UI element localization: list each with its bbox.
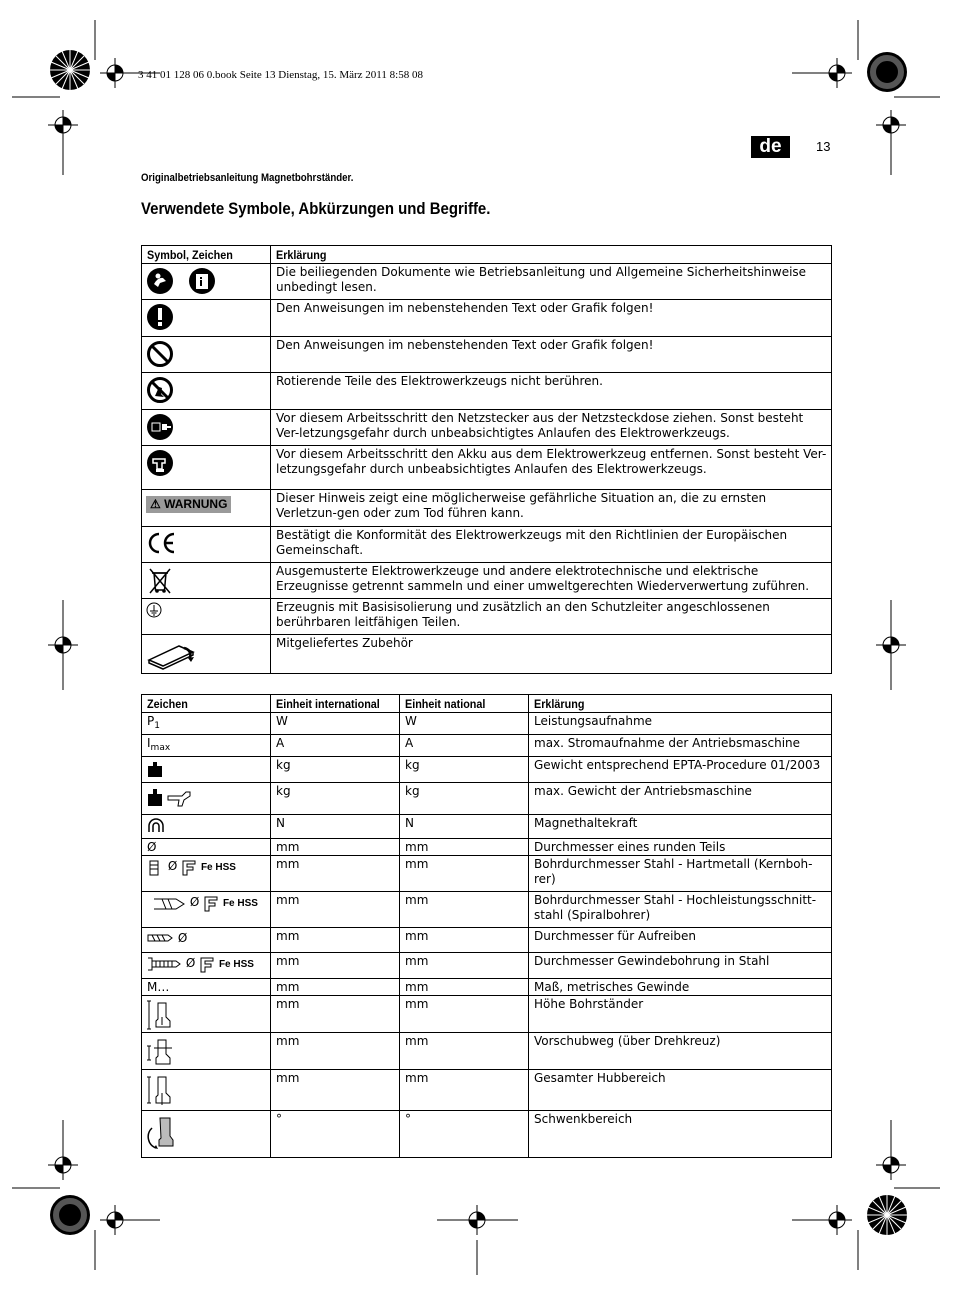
column-header: Symbol, Zeichen xyxy=(142,246,271,264)
document-subtitle: Originalbetriebsanleitung Magnetbohrständer. xyxy=(141,172,354,184)
explanation-cell: Den Anweisungen im nebenstehenden Text oder Grafik folgen! xyxy=(271,300,832,337)
read-manual-icon xyxy=(146,267,174,295)
symbol-cell xyxy=(142,1111,271,1158)
unit-international: ° xyxy=(271,1111,400,1158)
symbol-cell xyxy=(142,757,271,783)
reamer-icon xyxy=(146,931,174,945)
symbol-cell: Ø xyxy=(142,839,271,856)
unplug-icon xyxy=(146,413,174,441)
tap-icon xyxy=(146,956,182,972)
unit-national: ° xyxy=(400,1111,529,1158)
explanation-cell: Die beiliegenden Dokumente wie Betriebsanleitung und Allgemeine Sicherheitshinweise unbedingt lesen. xyxy=(271,264,832,300)
symbol-cell xyxy=(142,815,271,839)
explanation-cell: Rotierende Teile des Elektrowerkzeugs nicht berühren. xyxy=(271,373,832,410)
table-row xyxy=(142,490,832,527)
table-row xyxy=(142,892,832,928)
table-row xyxy=(142,757,832,783)
symbol-cell xyxy=(142,410,271,446)
column-header: Einheit international xyxy=(271,695,400,713)
explanation-cell: Dieser Hinweis zeigt eine möglicherweise gefährliche Situation an, die zu ernsten Verletzun-gen oder zum Tod führen kann. xyxy=(271,490,832,527)
file-header-line: 3 41 01 128 06 0.book Seite 13 Dienstag, 15. März 2011 8:58 08 xyxy=(138,69,423,81)
explanation-cell: Den Anweisungen im nebenstehenden Text oder Grafik folgen! xyxy=(271,337,832,373)
explanation-cell: Bestätigt die Konformität des Elektrowerkzeugs mit den Richtlinien der Europäischen Gemeinschaft. xyxy=(271,527,832,563)
steel-icon xyxy=(199,956,215,974)
symbol-cell: Ø Fe HSS xyxy=(142,892,271,928)
twist-drill-icon xyxy=(152,895,186,913)
section-title: Verwendete Symbole, Abkürzungen und Begriffe. xyxy=(141,199,491,218)
table-row xyxy=(142,815,832,839)
symbol-cell: $P_1$ xyxy=(142,713,271,735)
table-row xyxy=(142,527,832,563)
explanation-cell: Gewicht entsprechend EPTA-Procedure 01/2003 xyxy=(529,757,832,783)
unit-national: mm xyxy=(400,996,529,1033)
unit-international: W xyxy=(271,713,400,735)
symbol-cell xyxy=(142,1033,271,1070)
unit-national: kg xyxy=(400,783,529,815)
symbol-cell: M… xyxy=(142,979,271,996)
ce-mark-icon xyxy=(146,530,178,556)
unit-international: mm xyxy=(271,953,400,979)
unit-national: W xyxy=(400,713,529,735)
table-row xyxy=(142,410,832,446)
explanation-cell: Mitgeliefertes Zubehör xyxy=(271,635,832,674)
page-number: 13 xyxy=(816,139,831,154)
explanation-cell: Magnethaltekraft xyxy=(529,815,832,839)
symbol-cell xyxy=(142,563,271,599)
symbol-cell xyxy=(142,1070,271,1111)
table-row xyxy=(142,735,832,757)
steel-icon xyxy=(181,859,197,877)
table-header-row xyxy=(142,695,832,713)
explanation-cell: Schwenkbereich xyxy=(529,1111,832,1158)
table-row xyxy=(142,996,832,1033)
table-row xyxy=(142,928,832,953)
unit-national: mm xyxy=(400,953,529,979)
column-header: Zeichen xyxy=(142,695,271,713)
symbol-cell xyxy=(142,635,271,674)
symbol-cell xyxy=(142,446,271,490)
table-header-row xyxy=(142,246,832,264)
stand-height-icon xyxy=(146,999,176,1031)
symbol-cell xyxy=(142,527,271,563)
table-row xyxy=(142,1033,832,1070)
unit-national: mm xyxy=(400,1033,529,1070)
feed-travel-icon xyxy=(146,1036,176,1068)
symbol-cell xyxy=(142,337,271,373)
unit-international: mm xyxy=(271,979,400,996)
unit-national: kg xyxy=(400,757,529,783)
unit-international: mm xyxy=(271,839,400,856)
manual-book-icon xyxy=(188,267,216,295)
unit-international: mm xyxy=(271,1070,400,1111)
explanation-cell: max. Gewicht der Antriebsmaschine xyxy=(529,783,832,815)
table-row xyxy=(142,635,832,674)
table-row xyxy=(142,1111,832,1158)
table-row xyxy=(142,839,832,856)
symbol-cell xyxy=(142,373,271,410)
weee-bin-icon xyxy=(146,566,174,596)
magnet-icon xyxy=(146,818,166,834)
symbol-cell: Ø Fe HSS xyxy=(142,953,271,979)
symbol-cell xyxy=(142,996,271,1033)
symbol-cell: $I_{max}$ xyxy=(142,735,271,757)
table-row xyxy=(142,856,832,892)
stroke-range-icon xyxy=(146,1073,176,1107)
prohibition-icon xyxy=(146,340,174,368)
remove-battery-icon xyxy=(146,449,174,477)
table-row xyxy=(142,953,832,979)
unit-international: kg xyxy=(271,783,400,815)
symbol-cell: Ø Fe HSS xyxy=(142,856,271,892)
explanation-cell: Durchmesser eines runden Teils xyxy=(529,839,832,856)
unit-national: mm xyxy=(400,839,529,856)
column-header: Einheit national xyxy=(400,695,529,713)
explanation-cell: Bohrdurchmesser Stahl - Hartmetall (Kernboh-rer) xyxy=(529,856,832,892)
column-header: Erklärung xyxy=(271,246,832,264)
unit-national: mm xyxy=(400,892,529,928)
no-touch-rotating-icon xyxy=(146,376,174,404)
steel-icon xyxy=(203,895,219,913)
accessory-case-icon xyxy=(146,638,198,670)
symbol-cell xyxy=(142,599,271,635)
unit-national: mm xyxy=(400,928,529,953)
units-table xyxy=(141,694,832,1158)
table-row xyxy=(142,337,832,373)
unit-international: kg xyxy=(271,757,400,783)
symbol-cell xyxy=(142,300,271,337)
explanation-cell: Erzeugnis mit Basisisolierung und zusätzlich an den Schutzleiter angeschlossenen berührbaren leitfähigen Teilen. xyxy=(271,599,832,635)
table-row xyxy=(142,1070,832,1111)
explanation-cell: Gesamter Hubbereich xyxy=(529,1070,832,1111)
explanation-cell: Durchmesser Gewindebohrung in Stahl xyxy=(529,953,832,979)
explanation-cell: Leistungsaufnahme xyxy=(529,713,832,735)
table-row xyxy=(142,446,832,490)
explanation-cell: Vor diesem Arbeitsschritt den Akku aus dem Elektrowerkzeug entfernen. Sonst besteht Ver-letzungsgefahr durch unbeabsichtigtes Anlaufen des Elektrowerkzeugs. xyxy=(271,446,832,490)
warning-badge: ⚠ WARNUNG xyxy=(146,496,231,513)
unit-national: A xyxy=(400,735,529,757)
unit-national: N xyxy=(400,815,529,839)
column-header: Erklärung xyxy=(529,695,832,713)
table-row xyxy=(142,979,832,996)
protective-earth-icon xyxy=(146,602,162,618)
table-row xyxy=(142,264,832,300)
symbol-cell xyxy=(142,264,271,300)
weight-icon xyxy=(146,760,164,778)
core-drill-icon xyxy=(146,859,164,877)
swivel-range-icon xyxy=(146,1114,176,1154)
explanation-cell: Vorschubweg (über Drehkreuz) xyxy=(529,1033,832,1070)
unit-international: N xyxy=(271,815,400,839)
unit-international: mm xyxy=(271,996,400,1033)
table-row xyxy=(142,783,832,815)
language-badge: de xyxy=(751,136,790,158)
mandatory-exclamation-icon xyxy=(146,303,174,331)
weight-drill-icon xyxy=(146,786,194,808)
explanation-cell: Bohrdurchmesser Stahl - Hochleistungsschnitt-stahl (Spiralbohrer) xyxy=(529,892,832,928)
table-row xyxy=(142,713,832,735)
explanation-cell: Durchmesser für Aufreiben xyxy=(529,928,832,953)
symbol-cell xyxy=(142,490,271,527)
explanation-cell: Maß, metrisches Gewinde xyxy=(529,979,832,996)
symbol-table xyxy=(141,245,832,674)
unit-international: A xyxy=(271,735,400,757)
symbol-cell xyxy=(142,783,271,815)
unit-national: mm xyxy=(400,1070,529,1111)
table-row xyxy=(142,599,832,635)
unit-national: mm xyxy=(400,856,529,892)
unit-international: mm xyxy=(271,928,400,953)
table-row xyxy=(142,373,832,410)
unit-national: mm xyxy=(400,979,529,996)
table-row xyxy=(142,300,832,337)
symbol-cell: Ø xyxy=(142,928,271,953)
explanation-cell: Höhe Bohrständer xyxy=(529,996,832,1033)
table-row xyxy=(142,563,832,599)
explanation-cell: max. Stromaufnahme der Antriebsmaschine xyxy=(529,735,832,757)
unit-international: mm xyxy=(271,856,400,892)
unit-international: mm xyxy=(271,892,400,928)
explanation-cell: Ausgemusterte Elektrowerkzeuge und andere elektrotechnische und elektrische Erzeugnisse getrennt sammeln und einer umweltgerechten Wiederverwertung zuführen. xyxy=(271,563,832,599)
unit-international: mm xyxy=(271,1033,400,1070)
explanation-cell: Vor diesem Arbeitsschritt den Netzstecker aus der Netzsteckdose ziehen. Sonst besteht Ver-letzungsgefahr durch unbeabsichtigtes Anlaufen des Elektrowerkzeugs. xyxy=(271,410,832,446)
